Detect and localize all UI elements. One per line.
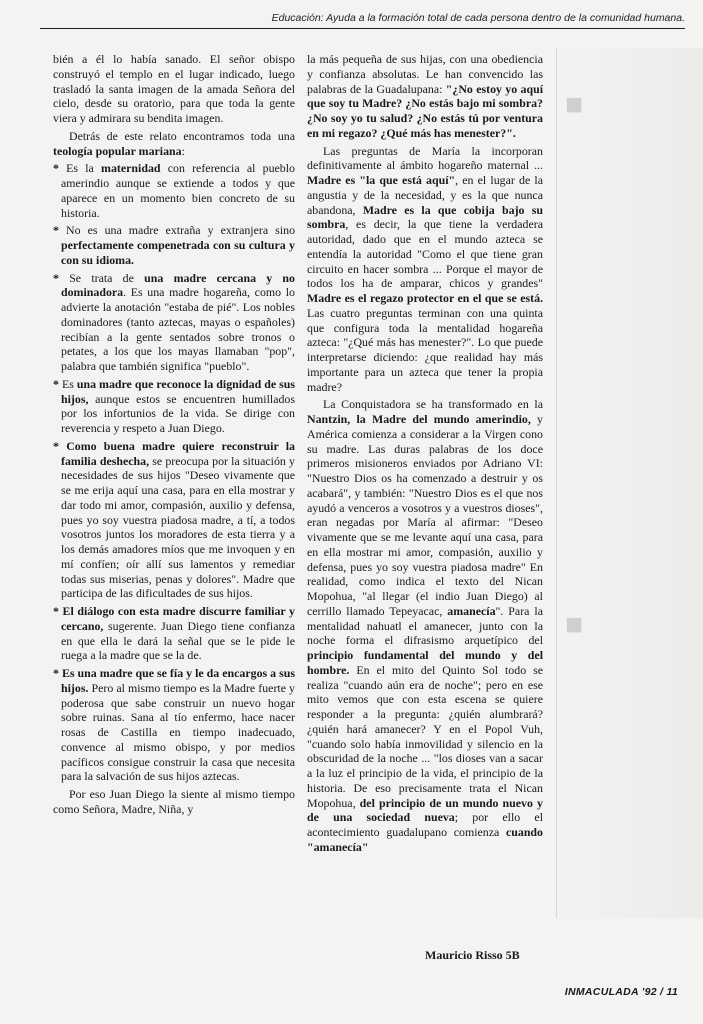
list-item <box>53 439 295 601</box>
text: la más pequeña de sus hijas, con una obediencia y confianza absolutas. Le han convencido las palabras de la Guadalupana: <box>307 52 543 96</box>
paragraph: Por eso Juan Diego la siente al mismo tiempo como Señora, Madre, Niña, y <box>53 787 295 816</box>
text: . Es una madre hogareña, como lo advierte la anotación "estaba de pié". Los nobles dominadores (tanto aztecas, mayas o españoles) recibían a la gente sentados sobre tronos o petates, a los que los mayas llamaban "pop", palabra que también significa "pueblo". <box>61 285 295 373</box>
text: La Conquistadora se ha transformado en la <box>323 397 543 412</box>
emphasis: del principio de un mundo nuevo y de una sociedad nueva <box>307 795 543 825</box>
list-item <box>53 223 295 267</box>
paragraph <box>307 52 543 141</box>
paragraph <box>307 144 543 395</box>
text: Se trata de <box>69 270 145 285</box>
text: En el mito del Quinto Sol todo se realiza "cuando aún era de noche"; pero en ese mito vemos que con esta escena se quiere responder a la pregunta: ¿quién alumbrará? ¿quién hará amanecer? Y en el Popol Vuh, "cuando solo había inmovilidad y silencio en la obscuridad de la noche ... "los dioses van a sacar a la luz el principio de la vida, el principio de la historia. De eso precisamente trata el Nican Mopohua, <box>307 662 543 810</box>
emphasis: Nantzin, la Madre del mundo amerindio, <box>307 412 531 426</box>
emphasis: perfectamente compenetrada con su cultura y con su idioma. <box>61 238 295 267</box>
text: Es <box>61 376 77 391</box>
bleed-shape: ■ <box>565 608 584 641</box>
emphasis: una madre cercana y no dominadora <box>61 270 295 300</box>
text: Detrás de este relato encontramos toda una <box>69 128 295 143</box>
text: , es decir, la que tiene la verdadera autoridad, dado que en el mundo azteca se entendía la autoridad "Como el que tiene gran circuito en hacer sombra ... Porque el mayor de todos los ha de amparar, chicos y grandes" <box>307 217 543 291</box>
list-item <box>53 271 295 374</box>
list-item <box>53 161 295 220</box>
text: Pero al mismo tiempo es la Madre fuerte y poderosa que sabe construir un nuevo hogar sobre ruinas. Sana al tío enfermo, hace nacer rosas de Castilla en tiempo inadecuado, convence al mismo obispo, y por medios pacíficos consigue construir la casa que necesita para la salvación de sus hijos aztecas. <box>61 680 295 784</box>
text: sugerente. Juan Diego tiene confianza en que ella le dará la señal que se le pide le ruega a la madre que se la de. <box>61 618 295 663</box>
paragraph <box>307 397 543 854</box>
text: se preocupa por la situación y necesidades de sus hijos "Deseo vivamente que se me erija aquí una casa, para en ella mostrar y dar todo mi amor, compasión, auxilio y defensa, pues yo soy vuestra piadosa madre, a tí, a todos vosotros juntos los moradores de esta tierra y a los demás amadores míos que me invoquen y en mí confíen; oír allí sus lamentos y remediar todas sus miserias, penas y dolores". Madre que participa de las dificultades de sus hijos. <box>61 453 295 601</box>
left-column <box>53 52 295 820</box>
emphasis: "¿No estoy yo aquí que soy tu Madre? ¿No estás bajo mi sombra? ¿No soy yo tu salud? ¿No estás tú por ventura en mi regazo? ¿Qué más has menester?". <box>307 81 543 140</box>
emphasis: Madre es "la que está aquí" <box>307 173 456 187</box>
emphasis: maternidad <box>101 161 161 176</box>
right-column <box>307 52 543 858</box>
emphasis: una madre que reconoce la dignidad de sus hijos, <box>61 376 295 406</box>
text: No es una madre extraña y extranjera sino <box>66 223 296 238</box>
text: Las cuatro preguntas terminan con una quinta que configura toda la mentalidad hogareña azteca: "¿Qué más has menester?". Lo que puede interpretarse diciendo: ¿que realidad hay más importante para un azteca que tener la propia madre? <box>307 305 543 394</box>
text: y América comienza a considerar a la Virgen cono su madre. Las duras palabras de los doce primeros misioneros enviados por Adriano VI: "Nuestro Dios os ha comenzado a destruir y os acabará", y también: "Nuestro Dios es el que nos ayudó a venceros a vosotros y a vuestros dioses", eran negadas por María al afirmar: "Deseo vivamente que se me levante aquí una casa, para en ella mostrar mi amor, compasión, auxilio y defensa, pues yo soy vuestra piadosa madre" En realidad, como indica el texto del Nican Mopohua, "al llegar (el indio Juan Diego) al cerrillo llamado Tepeyacac, <box>307 412 544 618</box>
emphasis: cuando "amanecía" <box>307 825 543 854</box>
text: aunque estos se encuentren humillados por los infortunios de la vida. Se dirige con reverencia y respeto a Juan Diego. <box>61 391 295 435</box>
list-item <box>53 377 295 436</box>
text: con referencia al pueblo amerindio aunque se extiende a todos y que aparece en un momento bien concreto de su historia. <box>61 161 295 220</box>
text: Las preguntas de María la incorporan definitivamente al ámbito hogareño maternal ... <box>307 143 543 173</box>
bleed-shape: ■ <box>565 88 584 121</box>
text: : <box>181 143 185 158</box>
paragraph: bién a él lo había sanado. El señor obispo construyó el templo en el lugar indicado, luego trasladó la santa imagen de la amada Señora del cielo, desde su oratorio, para que toda la gente viera y admirara su bendita imagen. <box>53 52 295 125</box>
emphasis: Madre es la que cobija bajo su sombra <box>307 202 543 232</box>
paragraph <box>53 129 295 159</box>
list-item <box>53 604 295 663</box>
text: ". Para la mentalidad nahuatl el amanecer, junto con la noche forma el difrasismo arquetípico del <box>307 603 543 648</box>
page-header: Educación: Ayuda a la formación total de cada persona dentro de la comunidad humana. <box>40 12 685 29</box>
text: ; por ello el acontecimiento guadalupano comienza <box>307 810 543 839</box>
emphasis: teología popular mariana <box>53 143 182 158</box>
emphasis: Como buena madre quiere reconstruir la familia deshecha, <box>61 438 296 468</box>
emphasis: Madre es el regazo protector en el que se está. <box>307 291 543 305</box>
emphasis: El diálogo con esta madre discurre familiar y cercano, <box>61 604 295 633</box>
emphasis: Es una madre que se fía y le da encargos a sus hijos. <box>61 666 295 695</box>
emphasis: amanecía <box>447 603 496 618</box>
text: Es la <box>66 161 102 176</box>
bleed-through-margin <box>556 48 703 918</box>
emphasis: principio fundamental del mundo y del hombre. <box>307 648 543 677</box>
author-byline: Mauricio Risso 5B <box>425 948 520 962</box>
page-footer: INMACULADA '92 / 11 <box>564 986 678 998</box>
text: , en el lugar de la angustia y de la necesidad, y es la que nunca abandona, <box>307 173 543 217</box>
list-item <box>53 666 295 784</box>
